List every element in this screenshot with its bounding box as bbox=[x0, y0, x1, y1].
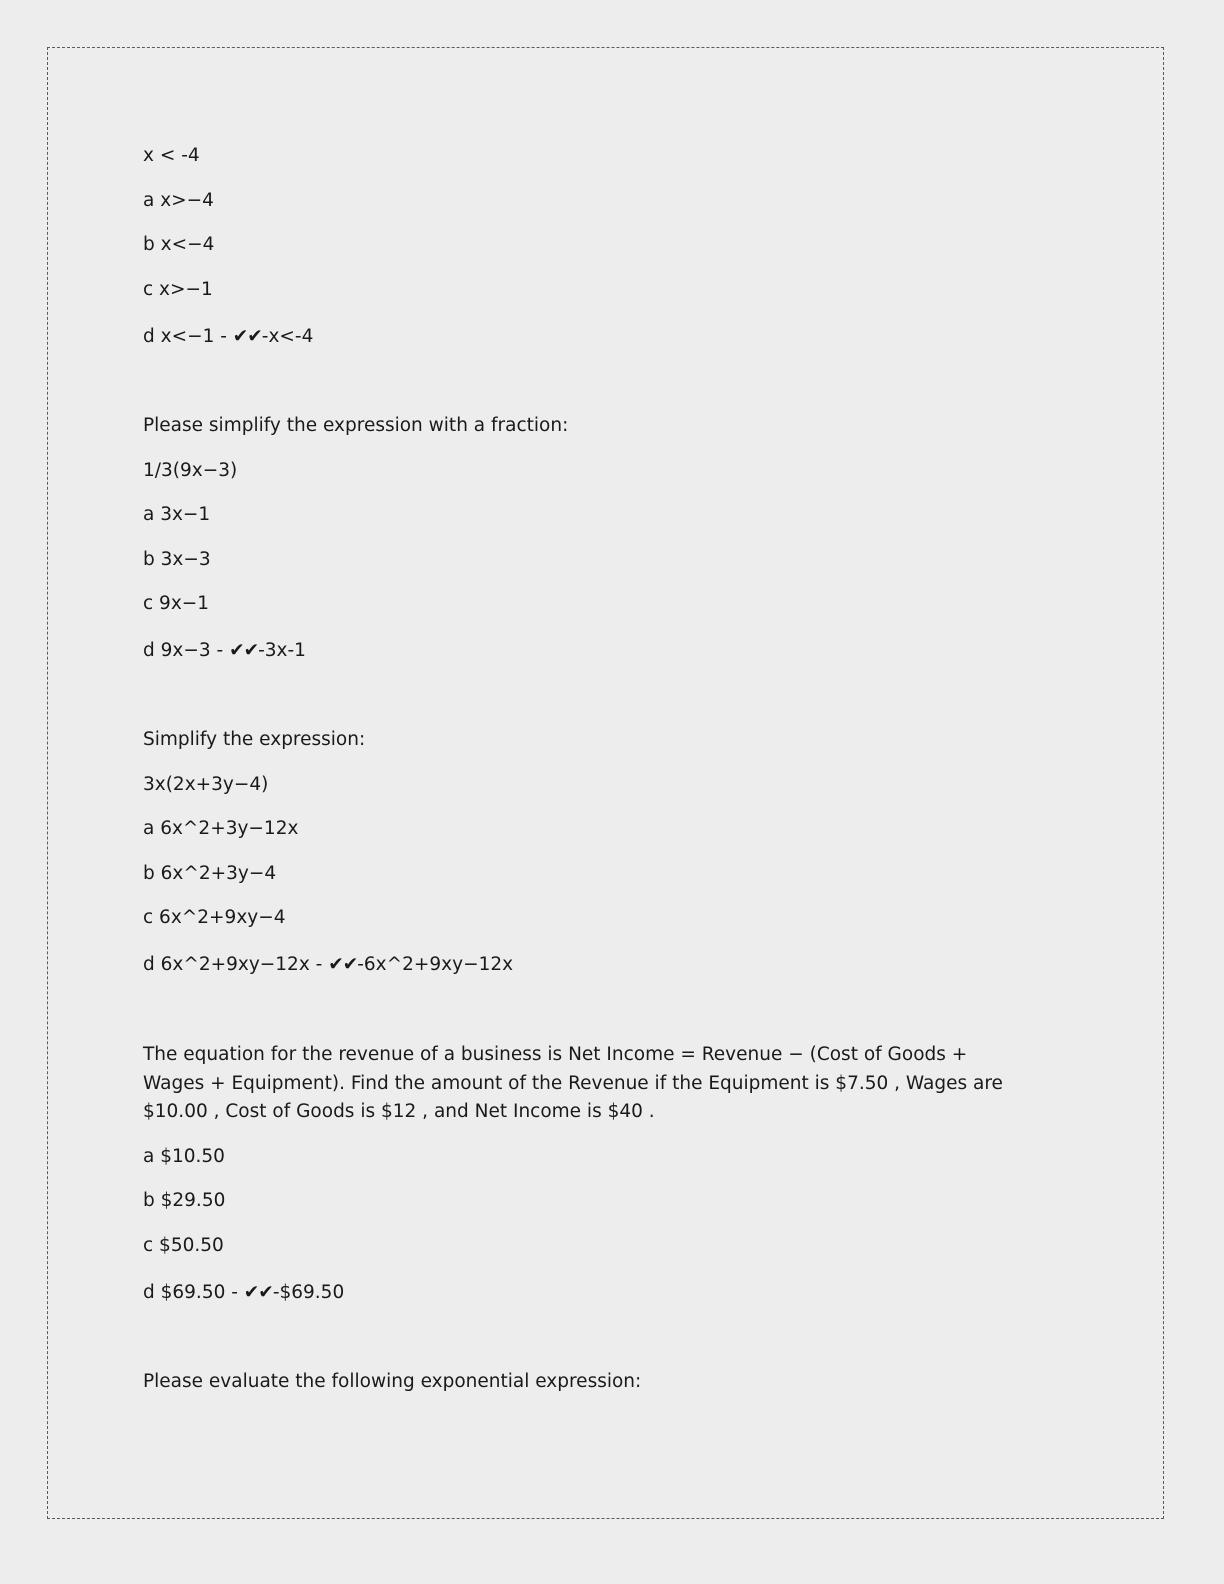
question-2-option-d bbox=[143, 637, 306, 665]
question-4-option-a: a $10.50 bbox=[143, 1146, 225, 1167]
question-3-option-a: a 6x^2+3y−12x bbox=[143, 818, 299, 839]
question-1-option-d bbox=[143, 323, 313, 351]
question-1-option-c: c x>−1 bbox=[143, 279, 213, 300]
answer-text: -$69.50 bbox=[272, 1282, 345, 1303]
question-4-option-b: b $29.50 bbox=[143, 1190, 226, 1211]
question-3-option-d bbox=[143, 951, 513, 979]
double-check-icon: ✔✔ bbox=[229, 640, 259, 661]
question-1-expression: x < -4 bbox=[143, 145, 200, 166]
option-d-label: d $69.50 - bbox=[143, 1282, 244, 1303]
question-4-option-c: c $50.50 bbox=[143, 1235, 224, 1256]
option-d-label: d x<−1 - bbox=[143, 326, 233, 347]
question-2-expression: 1/3(9x−3) bbox=[143, 460, 238, 481]
question-4-prompt: The equation for the revenue of a business is Net Income = Revenue − (Cost of Goods + Wages + Equipment). Find the amount of the Revenue if the Equipment is $7.50 , Wages are $10.00 , Cost of Goods is $12 , and Net Income is $40 . bbox=[143, 1044, 1003, 1122]
question-3-expression: 3x(2x+3y−4) bbox=[143, 774, 269, 795]
answer-text: -x<-4 bbox=[261, 326, 314, 347]
double-check-icon: ✔✔ bbox=[328, 954, 358, 975]
answer-text: -6x^2+9xy−12x bbox=[357, 954, 514, 975]
double-check-icon: ✔✔ bbox=[243, 1282, 273, 1303]
question-2-option-c: c 9x−1 bbox=[143, 593, 210, 614]
question-2-option-b: b 3x−3 bbox=[143, 549, 211, 570]
option-d-label: d 6x^2+9xy−12x - bbox=[143, 954, 329, 975]
question-3-option-c: c 6x^2+9xy−4 bbox=[143, 907, 286, 928]
question-1-option-a: a x>−4 bbox=[143, 190, 214, 211]
question-2-prompt: Please simplify the expression with a fraction: bbox=[143, 415, 569, 436]
question-5-prompt: Please evaluate the following exponential expression: bbox=[143, 1371, 642, 1392]
answer-text: -3x-1 bbox=[258, 640, 306, 661]
double-check-icon: ✔✔ bbox=[232, 326, 262, 347]
question-3-option-b: b 6x^2+3y−4 bbox=[143, 863, 277, 884]
question-1-option-b: b x<−4 bbox=[143, 234, 215, 255]
question-2-option-a: a 3x−1 bbox=[143, 504, 211, 525]
option-d-label: d 9x−3 - bbox=[143, 640, 230, 661]
question-3-prompt: Simplify the expression: bbox=[143, 729, 366, 750]
question-4-option-d bbox=[143, 1279, 344, 1307]
